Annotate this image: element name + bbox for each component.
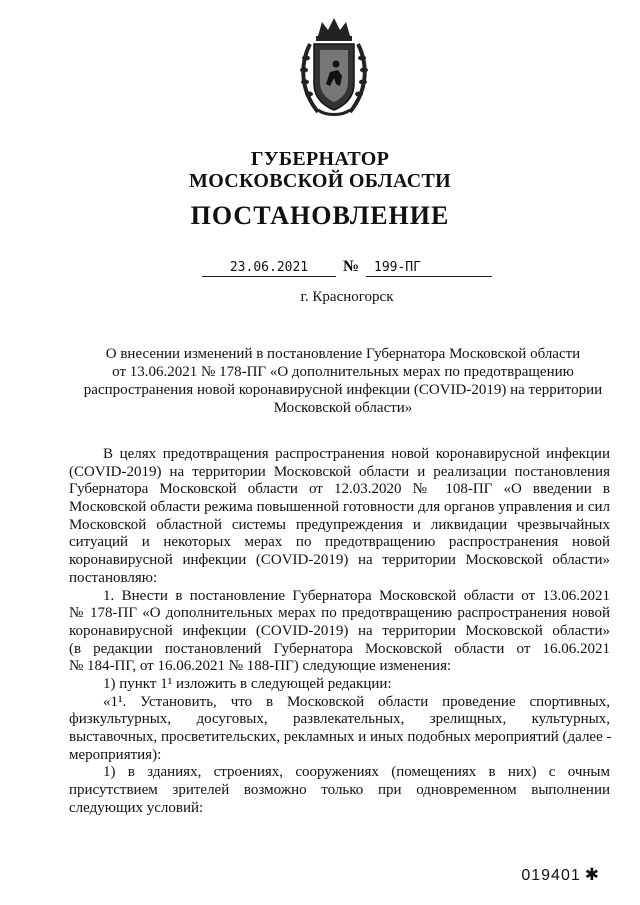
body-line: № 184-ПГ, от 16.06.2021 № 188-ПГ) следующие изменения: <box>69 658 452 675</box>
body-line: 1) пункт 1¹ изложить в следующей редакции: <box>103 675 392 692</box>
form-serial-code <box>521 865 600 885</box>
subject-line: О внесении изменений в постановление Губернатора Московской области <box>105 346 581 362</box>
asterisk-mark: ✱ <box>584 865 600 884</box>
document-city: г. Красногорск <box>300 289 394 305</box>
body-line: «1¹. Установить, что в Московской области проведение спортивных, <box>103 693 610 710</box>
serial-number: 019401 <box>521 867 581 884</box>
document-number: 199-ПГ <box>374 260 421 275</box>
date-underline <box>202 276 336 277</box>
document-subject <box>78 345 608 417</box>
body-line: мероприятия): <box>69 746 162 763</box>
body-line: 1) в зданиях, строениях, сооружениях (помещениях в них) с очным <box>103 764 610 781</box>
body-line: коронавирусной инфекции (COVID-2019) на территории Московской области» <box>69 552 610 569</box>
body-line: выставочных, просветительских, рекламных и иных подобных мероприятий (далее - <box>69 729 612 745</box>
body-line: Московской области режима повышенной готовности для органов управления и сил <box>69 499 610 516</box>
number-sign: № <box>343 258 360 275</box>
body-line: № 178-ПГ «О дополнительных мерах по предотвращению распространения новой <box>69 605 610 622</box>
document-date: 23.06.2021 <box>229 260 309 275</box>
body-line: ситуаций и некоторых мерах по предотвращению распространения новой <box>69 534 610 551</box>
issuer-title-line1: ГУБЕРНАТОР <box>250 148 390 170</box>
body-line: В целях предотвращения распространения новой коронавирусной инфекции <box>103 446 610 462</box>
document-date-number <box>202 258 492 280</box>
issuer-title-line2: МОСКОВСКОЙ ОБЛАСТИ <box>189 170 451 192</box>
body-line: (в редакции постановлений Губернатора Московской области от 16.06.2021 <box>69 640 610 657</box>
coat-of-arms-emblem <box>296 14 372 118</box>
body-line: следующих условий: <box>69 799 204 816</box>
body-line: коронавирусной инфекции (COVID-2019) на территории Московской области» <box>69 622 610 639</box>
body-line: Московской областной системы предупреждения и ликвидации чрезвычайных <box>69 516 610 533</box>
document-type: ПОСТАНОВЛЕНИЕ <box>190 201 450 230</box>
document-body <box>69 446 610 817</box>
body-line: присутствием зрителей возможно только при одновременном выполнении <box>69 782 610 799</box>
body-line: Губернатора Московской области от 12.03.2020 № 108-ПГ «О введении в <box>69 481 610 498</box>
body-line: физкультурных, досуговых, развлекательных, зрелищных, культурных, <box>69 711 610 728</box>
subject-line: от 13.06.2021 № 178-ПГ «О дополнительных мерах по предотвращению <box>112 364 574 380</box>
body-line: 1. Внести в постановление Губернатора Московской области от 13.06.2021 <box>103 587 610 604</box>
body-line: постановляю: <box>69 569 158 586</box>
subject-line: Московской области» <box>273 400 413 416</box>
number-underline <box>366 276 492 277</box>
body-line: (COVID-2019) на территории Московской области и реализации постановления <box>69 463 610 480</box>
subject-line: распространения новой коронавирусной инфекции (COVID-2019) на территории <box>83 382 603 398</box>
